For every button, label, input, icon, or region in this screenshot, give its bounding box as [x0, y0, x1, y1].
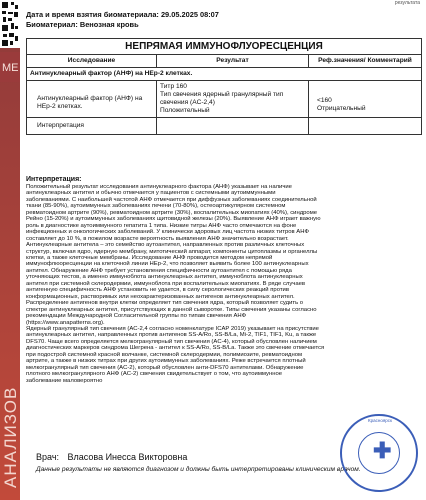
- disclaimer: Данные результаты не являются диагнозом и должны быть интерпретированы клиническим врачом.: [36, 466, 361, 473]
- results-table: [26, 38, 422, 135]
- test-result: [157, 81, 309, 117]
- interpretation-line: Антинуклеарные антитела – это семейство аутоантител, направленных против различных клеточных: [26, 242, 305, 249]
- interpretation-line: клетки, а также клеточные мембраны. Исследование АНФ проводится методом непрямой: [26, 254, 273, 261]
- qr-code: [0, 0, 20, 48]
- interpretation-line: артрите, а также в низких титрах при других аутоиммунных заболеваниях. Реже встречается плотный: [26, 358, 306, 365]
- interpretation-line: уточняющих тестов, а именно иммуноблота антинуклеарных антител, иммуноблота антинуклеарных: [26, 274, 303, 281]
- header-note: результата: [394, 0, 420, 6]
- interpretation-line: спектре антинуклеарных антител, присутствующих в данной сыворотке. Типы свечения указаны согласно: [26, 306, 317, 313]
- table-header-row: [27, 55, 421, 68]
- interpretation-line: ткани (85-90%), аутоиммунных заболеваниях печени (70-80%), остеоартикулярном системном: [26, 203, 286, 210]
- col-header-reference: Реф.значения/ Комментарий: [318, 57, 412, 64]
- interpretation-line: инфекционных и онкологических заболеваний. У клинически здоровых лиц частота низких титров АНФ: [26, 229, 309, 236]
- interpretation-line: антинуклеарных антител и обычно отмечается у пациентов с системными аутоиммунными: [26, 190, 276, 197]
- interpretation-line: антител. Обнаружение АНФ требует установления специфичности аутоантител с помощью ряда: [26, 267, 292, 274]
- interpretation-line: антигенную специфичность АНФ установить не удается, в силу серологических реакций против: [26, 287, 289, 294]
- interpretation-line: иммунофлюоресценции на клеточной линии НЕр-2, что позволяет выявить более 100 антинуклеарных: [26, 261, 309, 268]
- interpretation-text: [26, 184, 420, 384]
- test-name: Антинуклеарный фактор (АНФ) на НЕр-2 клетках.: [27, 81, 157, 117]
- interpretation-line: (https://www.anapatterns.org).: [26, 319, 105, 326]
- doctor-line: [36, 452, 187, 462]
- interpretation-line: мелкогранулярный тип свечения (AC-2), который обусловлен анти-DFS70 антителами. Обнаружение: [26, 364, 304, 371]
- table-section-row: [27, 68, 421, 81]
- interpretation-title: Интерпретация:: [26, 176, 82, 183]
- interpretation-line: антинуклеарных антител, направленных против антигенов SS-A/Ro, SS-B/La, Mi-2, TIF1, TIF1, Ku, а также: [26, 332, 317, 339]
- interpretation-line: ревматоидном артрите (90%), ревматоидном артрите (30%), воспалительных миопатиях (40%), синдроме: [26, 209, 318, 216]
- interpretation-reference-empty: [309, 118, 421, 134]
- reference-value: <160: [317, 97, 332, 104]
- interpretation-line: Ядерный гранулярный тип свечения (AC-2,4 согласно номенклатуре ICAP 2019) указывает на присутствие: [26, 325, 319, 332]
- sample-meta: [26, 10, 219, 30]
- interpretation-line: плотного мелкогранулярного АНФ (AC-2) свечения свидетельствует о том, что аутоиммунное: [26, 371, 283, 378]
- interpretation-line: конформационных, растворимых или неохарактеризованных антигенов антинуклеарных антител.: [26, 293, 295, 300]
- section-title: Антинуклеарный фактор (АНФ) на НЕр-2 клетках.: [30, 70, 193, 77]
- result-status: Положительный: [160, 107, 210, 114]
- interpretation-line: Распределение антигенов внутри клетки определяет тип свечения ядра, который позволяет судить о: [26, 300, 304, 307]
- test-reference: [309, 81, 421, 117]
- interpretation-label: Интерпретация: [27, 118, 157, 134]
- interpretation-line: Рейно (15-20%) и аутоиммунных заболеваниях щитовидной железы (20%). Выявление АНФ играет важную: [26, 216, 321, 223]
- interpretation-line: структур, включая ядро, ядерную мембрану, митотический аппарат, компоненты цитоплазмы и органеллы: [26, 248, 318, 255]
- interpretation-block: [26, 176, 420, 384]
- side-band-fragment: ME: [2, 62, 19, 74]
- sample-biomaterial: Биоматериал: Венозная кровь: [26, 20, 139, 29]
- interpretation-line: заболевание маловероятно: [26, 377, 103, 384]
- interpretation-line: рекомендации Международной Согласительной группы по типам свечения АНФ: [26, 313, 247, 320]
- table-row: [27, 81, 421, 118]
- medical-cross-icon: ✚: [373, 438, 392, 463]
- doctor-name: Власова Инесса Викторовна: [67, 452, 188, 462]
- interpretation-line: диагностических маркеров синдрома Шегрена - антител к SS-A/Ro, SS-B/La. Также это свечение отмечается: [26, 345, 325, 352]
- interpretation-line: DFS70. Чаще всего определяется мелкогранулярный тип свечения (AC-4), который обусловлен наличием: [26, 338, 317, 345]
- interpretation-line: заболеваниями. С наибольшей частотой АНФ отмечается при диффузных заболеваниях соединительной: [26, 196, 317, 203]
- interpretation-result-empty: [157, 118, 309, 134]
- col-header-research: Исследование: [27, 55, 157, 67]
- interpretation-line: составляет до 10 %, в пожилом возрасте вероятность выявления АНФ значительно возрастает.: [26, 235, 289, 242]
- stamp-seal: [340, 414, 418, 492]
- interpretation-line: антител при системной склеродермии, иммуноблота при воспалительных миопатиях. В ряде случаев: [26, 280, 306, 287]
- side-brand-band: [0, 0, 20, 500]
- interpretation-line: Положительный результат исследования антинуклеарного фактора (АНФ) указывает на наличие: [26, 184, 292, 190]
- result-titer: Титр 160: [160, 83, 187, 90]
- table-row: [27, 118, 421, 134]
- reference-status: Отрицательный: [317, 105, 366, 112]
- stamp-text: Красноярск: [367, 418, 393, 423]
- col-header-result: Результат: [157, 55, 309, 67]
- interpretation-line: при подострой системной красной волчанке, системной склеродермии, полимиозите, ревматоидном: [26, 351, 303, 358]
- result-pattern: Тип свечения ядерный гранулярный тип свечения (AC-2,4): [160, 91, 284, 106]
- interpretation-line: роль в диагностике аутоиммунного гепатита 1 типа. Низкие титры АНФ часто отмечаются на фоне: [26, 222, 297, 229]
- sample-date: Дата и время взятия биоматериала: 29.05.2025 08:07: [26, 10, 219, 19]
- side-brand-text: АНАЛИЗОВ: [1, 386, 20, 488]
- doctor-label: Врач:: [36, 452, 60, 462]
- table-title: НЕПРЯМАЯ ИММУНОФЛУОРЕСЦЕНЦИЯ: [27, 39, 421, 55]
